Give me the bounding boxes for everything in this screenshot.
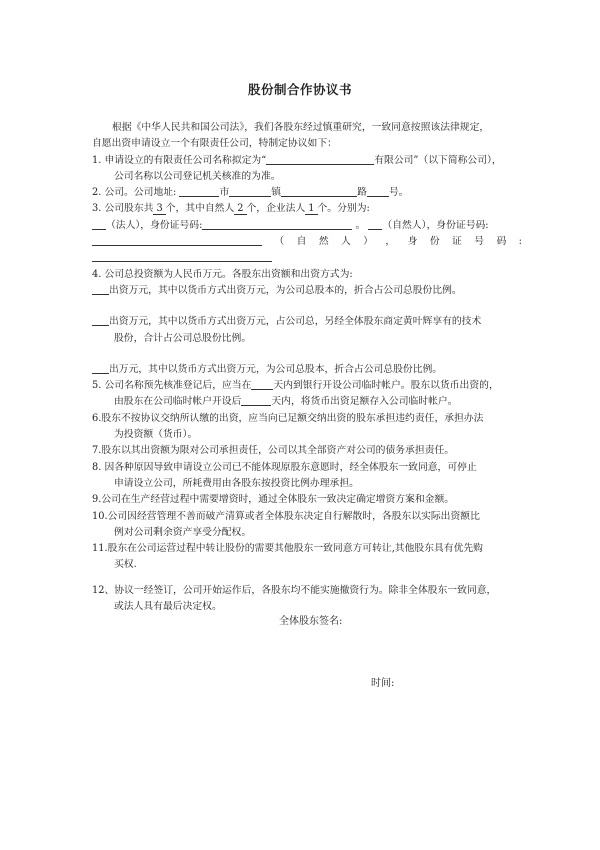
clause-1-line-1 (92, 153, 522, 169)
clause-3-word: : (518, 236, 522, 248)
clause-3-word: ， (385, 236, 396, 248)
clause-3-line-2 (92, 218, 522, 234)
clause-3-word: 码 (496, 236, 507, 248)
company-name-blank (266, 153, 374, 165)
clause-4-text-3: 出资万元，其中以货币方式出资万元，占公司总，另经全体股东商定黄叶辉享有的技术 (109, 316, 482, 328)
days-blank-1 (251, 378, 273, 390)
days-blank-2 (241, 394, 271, 406)
clause-2-text-e: 号。 (388, 187, 409, 199)
clause-3-line-3 (92, 234, 522, 250)
clause-1-line-2: 公司名称以公司登记机关核准的为准。 (114, 170, 281, 182)
clause-10-line-2: 例对公司剩余资产享受分配权。 (114, 526, 252, 538)
legal-person-blank (92, 218, 106, 230)
clause-6-line-1: 6.股东不按协议交纳所认缴的出资，应当向已足额交纳出资的股东承担违约责任，承担办法 (92, 412, 484, 424)
clause-5-text-l2b: 天内，将货币出资足额存入公司临时帐户。 (271, 396, 458, 408)
clause-1-text-b: 有限公司”（以下简称公司）， (374, 154, 502, 166)
clause-5-text-b: 天内到银行开设公司临时帐户。股东以货币出资的， (273, 380, 499, 392)
clause-3-word: 证 (452, 236, 462, 248)
shareholder-c-blank (92, 362, 109, 374)
clause-3-text-l2b: 。 (355, 219, 366, 231)
clause-11-line-1: 11.股东在公司运营过程中转让股份的需要其他股东一致同意方可转让,其他股东具有优先购 (92, 543, 483, 555)
clause-3-text-a: 3. 公司股东共 (92, 203, 154, 215)
clause-3-word: （ (274, 236, 285, 248)
time-label: 时间: (371, 678, 395, 689)
clause-3-word: 然 (318, 236, 329, 248)
clause-6-line-2: 为投资额（货币）。 (114, 429, 198, 441)
natural-person-count: 2 (234, 203, 246, 215)
clause-8-line-2: 申请设立公司，所耗费用由各股东按投资比例办理承担。 (114, 477, 359, 489)
clause-3-word: 身 (407, 236, 418, 248)
legal-id-blank (202, 218, 352, 230)
intro-line-1: 根据《中华人民共和国公司法》，我们各股东经过慎重研究，一致同意按照该法律规定， (112, 122, 490, 133)
clause-11-line-2: 买权. (114, 559, 137, 571)
clause-1-text-a: 1. 申请设立的有限责任公司名称拟定为“ (92, 154, 267, 166)
clause-3-text-c: 个，企业法人 (246, 203, 306, 215)
city-blank (179, 185, 219, 197)
clause-3-text-d: 个。分别为: (317, 203, 370, 215)
natural-person-blank (368, 218, 382, 230)
clause-4-line-2 (92, 283, 522, 299)
clause-8-line-1: 8. 因各种原因导致申请设立公司已不能体现原股东意愿时，经全体股东一致同意，可停止 (92, 461, 477, 473)
clause-4-text-2: 出资万元，其中以货币方式出资万元，为公司总股本的，折合占公司总股份比例。 (109, 284, 462, 296)
signature-label: 全体股东签名: (279, 616, 343, 627)
clause-9-line: 9.公司在生产经营过程中需要增资时，通过全体股东一致决定确定增资方案和金额。 (92, 494, 455, 506)
clause-2-text-d: 路 (357, 187, 367, 199)
shareholder-total: 3 (153, 203, 165, 215)
clause-3-word: 份 (429, 236, 440, 248)
shareholder-a-blank (92, 283, 109, 295)
clause-2-text-a: 2. 公司。公司地址: (92, 187, 177, 199)
clause-2-line (92, 185, 522, 201)
legal-person-count: 1 (305, 203, 317, 215)
clause-2-text-b: 市 (219, 187, 230, 199)
clause-4-line-5 (92, 362, 522, 378)
clause-7-line: 7.股东以其出资额为限对公司承担责任，公司以其全部资产对公司的债务承担责任。 (92, 445, 455, 457)
clause-3-text-l2a: （法人），身份证号码: (106, 219, 203, 231)
clause-2-text-c: 镇 (271, 187, 282, 199)
clause-5-text-l2a: 由股东在公司临时帐户开设后 (114, 396, 242, 408)
clause-3-line-1 (92, 201, 522, 217)
clause-3-word: 人 (341, 236, 351, 248)
clause-4-line-3 (92, 314, 522, 330)
document-title: 股份制合作协议书 (247, 82, 352, 97)
number-blank (367, 185, 389, 197)
intro-line-2: 自愿出资申请设立一个有限责任公司，特制定协议如下： (92, 138, 337, 150)
clause-12-line-2: 或法人具有最后决定权。 (114, 601, 222, 613)
road-blank (281, 185, 357, 197)
clause-3-word: 号 (474, 236, 485, 248)
clause-4-text-5: 出万元，其中以货币方式出资万元，为公司总股本，折合占公司总股份比例。 (109, 363, 443, 375)
natural-id-blank (92, 234, 262, 246)
clause-4-line-4: 股份，合计占公司总股份比例。 (114, 332, 252, 344)
clause-3-text-b: 个，其中自然人 (165, 203, 235, 215)
agreement-body (92, 120, 522, 615)
clause-5-line-2 (92, 394, 522, 410)
natural-id-blank-2 (92, 250, 272, 262)
clause-3-text-l2c: （自然人），身份证号码: (382, 219, 489, 231)
clause-10-line-1: 10.公司因经营管理不善而破产清算或者全体股东决定自行解散时，各股东以实际出资额比 (92, 510, 480, 522)
clause-12-line-1: 12、协议一经签订，公司开始运作后，各股东均不能实施撤资行为。除非全体股东一致同意， (92, 584, 497, 596)
clause-5-text-a: 5. 公司名称预先核准登记后，应当在 (92, 380, 252, 392)
shareholder-b-blank (92, 314, 109, 326)
clause-4-line-1: 4. 公司总投资额为人民币万元。各股东出资额和出资方式为: (92, 268, 353, 280)
clause-3-word: 自 (296, 236, 307, 248)
town-blank (229, 185, 271, 197)
clause-3-line-4 (92, 250, 522, 266)
clause-5-line-1 (92, 378, 522, 394)
clause-3-word: ） (363, 236, 374, 248)
